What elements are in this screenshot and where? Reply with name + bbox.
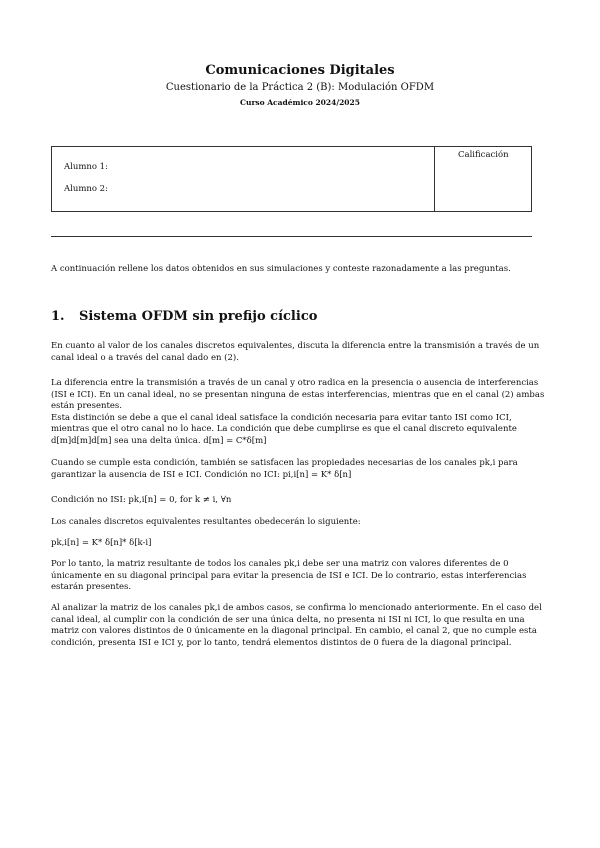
text-line: mientras que el otro canal no lo hace. La condición que debe cumplirse es que el canal discreto equivalente xyxy=(51,424,517,434)
text-line: únicamente en su diagonal principal para evitar la presencia de ISI e ICI. De lo contrario, estas interferencias xyxy=(51,570,527,581)
text-line: Esta distinción se debe a que el canal ideal satisface la condición necesaria para evitar tanto ISI como ICI, xyxy=(51,412,512,423)
section-title-text: Sistema OFDM sin prefijo cíclico xyxy=(79,309,318,324)
section-number: 1. xyxy=(51,309,65,324)
text-line: canal ideal o a través del canal dado en (2). xyxy=(51,352,239,363)
text-line: garantizar la ausencia de ISI e ICI. Condición no ICI: pi,i[n] = K* δ[n] xyxy=(51,469,352,480)
section-heading xyxy=(51,309,317,324)
text-line: están presentes. xyxy=(51,401,122,411)
text-line: (ISI e ICI). En un canal ideal, no se presentan ninguna de estas interferencias, mientras que en el canal (2) ambas xyxy=(51,389,545,400)
question-paragraph xyxy=(51,341,551,364)
text-line: La diferencia entre la transmisión a través de un canal y otro radica en la presencia o ausencia de interferencias xyxy=(51,378,539,388)
horizontal-rule xyxy=(51,236,532,237)
text-line: d[m]d[m]d[m] sea una delta única. d[m] = C*δ[m] xyxy=(51,435,267,446)
box-divider xyxy=(434,147,435,211)
text-line: En cuanto al valor de los canales discretos equivalentes, discuta la diferencia entre la transmisión a través de un xyxy=(51,341,540,351)
text-line: pk,i[n] = K* δ[n]* δ[k-i] xyxy=(51,538,152,548)
answer-paragraph-5 xyxy=(51,538,551,550)
student-info-box xyxy=(51,146,532,212)
document-title: Comunicaciones Digitales xyxy=(205,63,395,78)
answer-paragraph-7 xyxy=(51,603,551,649)
text-line: Los canales discretos equivalentes resultantes obedecerán lo siguiente: xyxy=(51,517,361,527)
answer-paragraph-3 xyxy=(51,495,551,507)
text-line: Cuando se cumple esta condición, también se satisfacen las propiedades necesarias de los canales pk,i para xyxy=(51,458,518,468)
answer-paragraph-4 xyxy=(51,517,551,529)
text-line: Al analizar la matriz de los canales pk,i de ambos casos, se confirma lo mencionado anteriormente. En el caso del xyxy=(51,603,542,613)
text-line: condición, presenta ISI e ICI y, por lo tanto, tendrá elementos distintos de 0 fuera de la diagonal principal. xyxy=(51,637,512,648)
answer-paragraph-6 xyxy=(51,559,551,594)
student-2-field[interactable]: Alumno 2: xyxy=(64,184,108,194)
course-year: Curso Académico 2024/2025 xyxy=(240,98,360,107)
text-line: Por lo tanto, la matriz resultante de todos los canales pk,i debe ser una matriz con valores diferentes de 0 xyxy=(51,559,509,569)
text-line: matriz con valores distintos de 0 únicamente en la diagonal principal. En cambio, el canal 2, que no cumple esta xyxy=(51,626,537,636)
student-1-field[interactable]: Alumno 1: xyxy=(64,162,108,172)
text-line: canal ideal, al cumplir con la condición de ser una única delta, no presenta ni ISI ni ICI, lo que resulta en una xyxy=(51,614,525,625)
answer-paragraph-1 xyxy=(51,378,551,447)
intro-text: A continuación rellene los datos obtenidos en sus simulaciones y conteste razonadamente a las preguntas. xyxy=(51,264,511,274)
text-line: Condición no ISI: pk,i[n] = 0, for k ≠ i, ∀n xyxy=(51,495,232,505)
text-line: estarán presentes. xyxy=(51,582,132,592)
grade-label: Calificación xyxy=(458,150,509,160)
answer-paragraph-2 xyxy=(51,458,551,481)
document-subtitle: Cuestionario de la Práctica 2 (B): Modulación OFDM xyxy=(165,82,435,93)
